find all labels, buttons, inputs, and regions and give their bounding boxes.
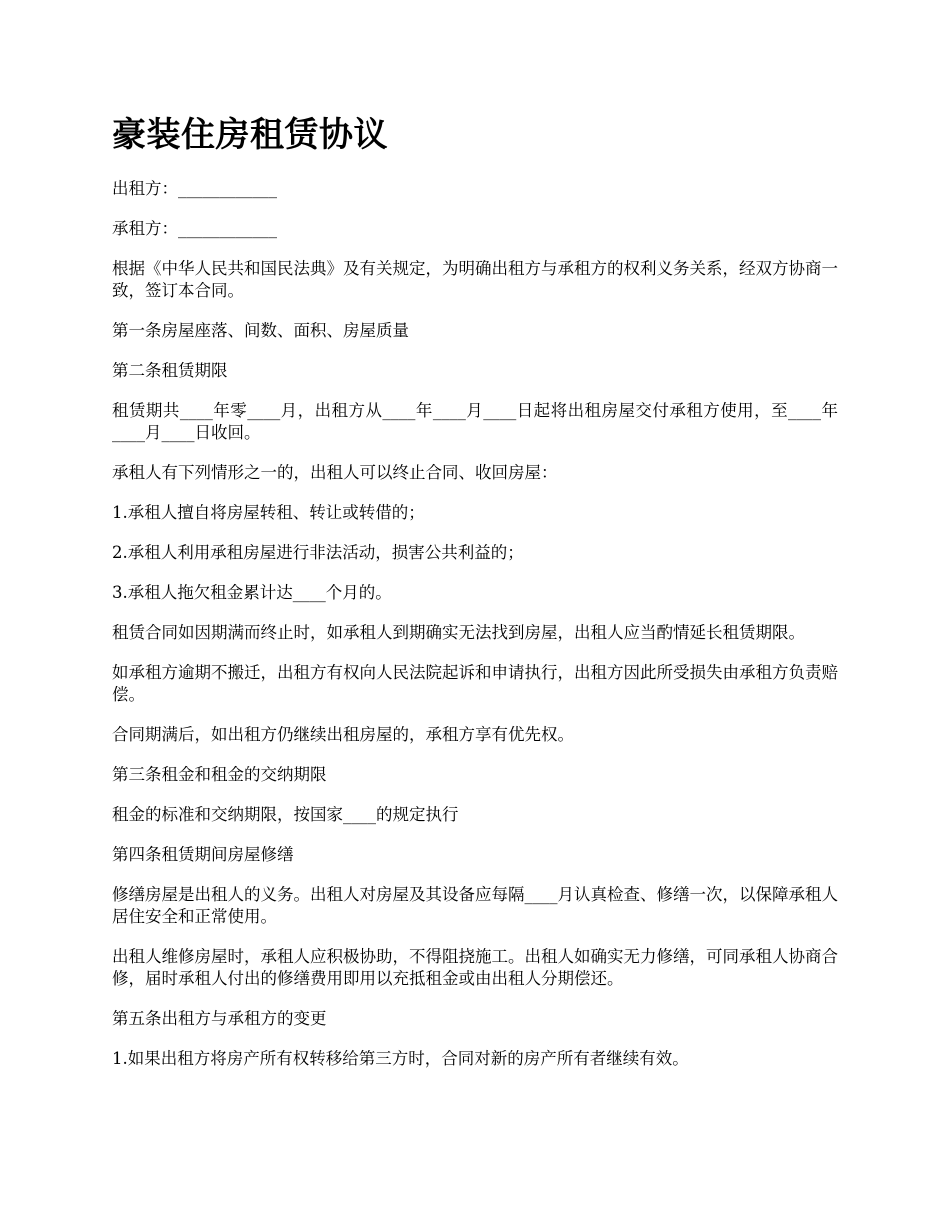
- repair-duty-paragraph: 修缮房屋是出租人的义务。出租人对房屋及其设备应每隔____月认真检查、修缮一次，以保障承租人居住安全和正常使用。: [112, 885, 838, 926]
- termination-item-3: 3.承租人拖欠租金累计达____个月的。: [112, 583, 392, 602]
- termination-item-1: 1.承租人擅自将房屋转租、转让或转借的；: [112, 503, 425, 522]
- lease-term-paragraph: 租赁期共____年零____月，出租方从____年____月____日起将出租房屋交付承租方使用，至____年____月____日收回。: [112, 401, 838, 442]
- lessee-line: 承租方：____________: [112, 219, 277, 238]
- overdue-move-out-paragraph: 如承租方逾期不搬迁，出租方有权向人民法院起诉和申请执行，出租方因此所受损失由承租方负责赔偿。: [112, 663, 838, 704]
- repair-cooperation-paragraph: 出租人维修房屋时，承租人应积极协助，不得阻挠施工。出租人如确实无力修缮，可同承租人协商合修，届时承租人付出的修缮费用即用以充抵租金或由出租人分期偿还。: [112, 947, 838, 988]
- lessor-line: 出租方：____________: [112, 179, 277, 198]
- document-title: 豪装住房租赁协议: [112, 115, 388, 155]
- article-2-heading: 第二条租赁期限: [112, 361, 228, 380]
- priority-right-paragraph: 合同期满后，如出租方仍继续出租房屋的，承租方享有优先权。: [112, 725, 574, 744]
- expiry-extension-paragraph: 租赁合同如因期满而终止时，如承租人到期确实无法找到房屋，出租人应当酌情延长租赁期限。: [112, 623, 805, 642]
- rent-standard-paragraph: 租金的标准和交纳期限，按国家____的规定执行: [112, 805, 459, 824]
- ownership-transfer-paragraph: 1.如果出租方将房产所有权转移给第三方时，合同对新的房产所有者继续有效。: [112, 1049, 689, 1068]
- preamble-paragraph: 根据《中华人民共和国民法典》及有关规定，为明确出租方与承租方的权利义务关系，经双方协商一致，签订本合同。: [112, 259, 838, 300]
- article-4-heading: 第四条租赁期间房屋修缮: [112, 845, 294, 864]
- termination-item-2: 2.承租人利用承租房屋进行非法活动，损害公共利益的；: [112, 543, 524, 562]
- termination-conditions-paragraph: 承租人有下列情形之一的，出租人可以终止合同、收回房屋：: [112, 463, 558, 482]
- article-3-heading: 第三条租金和租金的交纳期限: [112, 765, 327, 784]
- article-5-heading: 第五条出租方与承租方的变更: [112, 1009, 327, 1028]
- article-1-heading: 第一条房屋座落、间数、面积、房屋质量: [112, 321, 409, 340]
